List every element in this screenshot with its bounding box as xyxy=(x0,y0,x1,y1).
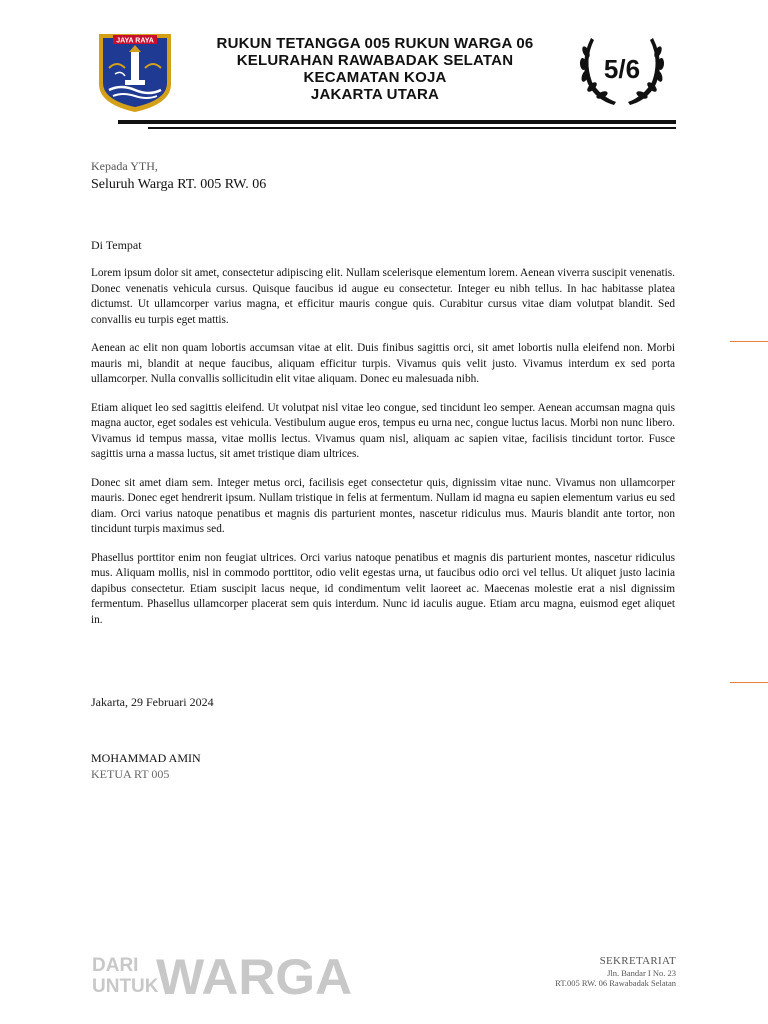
footer-logo-word-warga: WARGA xyxy=(156,951,352,999)
letterhead-title xyxy=(190,35,560,103)
recipient-name: Seluruh Warga RT. 005 RW. 06 xyxy=(91,177,267,192)
signer-title: KETUA RT 005 xyxy=(91,767,170,781)
fold-mark xyxy=(730,341,768,342)
header-rule-thick xyxy=(118,120,676,124)
emblem-text: 5/6 xyxy=(603,54,641,84)
letterhead-line-3: KECAMATAN KOJA xyxy=(303,69,447,86)
footer-logo-word-untuk: UNTUK xyxy=(92,976,159,997)
address-line: RT.005 RW. 06 Rawabadak Selatan xyxy=(555,978,676,988)
letter-date: Jakarta, 29 Februari 2024 xyxy=(91,695,214,709)
recipient-place: Di Tempat xyxy=(91,238,142,252)
address-line: Jln. Bandar I No. 23 xyxy=(607,968,676,978)
signer-name: MOHAMMAD AMIN xyxy=(91,751,201,765)
letter-body xyxy=(91,266,675,641)
letterhead-line-1: RUKUN TETANGGA 005 RUKUN WARGA 06 xyxy=(216,35,534,52)
crest-ribbon-text: JAYA RAYA xyxy=(116,37,154,45)
dari-untuk-warga-logo xyxy=(92,951,354,999)
body-paragraph: Etiam aliquet leo sed sagittis eleifend. Ut volutpat nisl vitae leo congue, sed tincidunt leo semper. Aenean accumsan magna quis magna auctor, eget sodales est vehicula. Vestibulum augue eros, tempus eu urna nec, congue luctus lacus. Morbi non nunc libero. Vivamus id tempus massa, vitae mollis lectus. Vivamus quam nisl, aliquam ac sapien vitae, facilisis tincidunt tortor. Fusce sagittis urna a massa luctus, sit amet tristique diam ultrices. xyxy=(91,401,675,460)
fold-mark xyxy=(730,682,768,683)
body-paragraph: Donec sit amet diam sem. Integer metus orci, facilisis eget consectetur quis, dignissim vitae nunc. Vivamus non ullamcorper mauris. Donec eget hendrerit ipsum. Nullam tristique in felis at fermentum. Nullam id magna eu sapien elementum varius eu sed diam. Orci varius natoque penatibus et magnis dis parturient montes, nascetur ridiculus mus. Mauris blandit ante tortor, non tincidunt turpis maximus sed. xyxy=(91,476,675,535)
body-paragraph: Aenean ac elit non quam lobortis accumsan vitae at elit. Duis finibus sagittis orci, sit amet lobortis nulla eleifend non. Morbi mauris mi, blandit at neque faucibus, aliquam efficitur turpis. Vivamus quis velit justo. Vivamus interdum ex sed porta ullamcorper. Nulla convallis sollicitudin elit vitae aliquam. Donec eu malesuada nibh. xyxy=(91,342,675,385)
footer-address xyxy=(555,955,676,988)
recipient-label: Kepada YTH, xyxy=(91,159,158,173)
footer-logo-word-dari: DARI xyxy=(92,955,139,976)
body-paragraph: Phasellus porttitor enim non feugiat ultrices. Orci varius natoque penatibus et magnis dis parturient montes, nascetur ridiculus mus. Aliquam mollis, nisl in commodo porttitor, odio velit egestas urna, ut faucibus odio orci vel tellus. Ut aliquet justo lacinia dapibus consectetur. Etiam suscipit lacus neque, id condimentum velit laoreet ac. Maecenas molestie erat a nisl dignissim fermentum. Phasellus ullamcorper placerat sem quis interdum. Nunc id iaculis augue. Etiam arcu magna, euismod eget aliquet in. xyxy=(91,551,675,626)
office-title: SEKRETARIAT xyxy=(599,955,676,967)
letterhead-line-4: JAKARTA UTARA xyxy=(310,86,440,103)
laurel-emblem-logo xyxy=(576,30,668,110)
body-paragraph: Lorem ipsum dolor sit amet, consectetur adipiscing elit. Nullam scelerisque elementum lorem. Aenean viverra suscipit venenatis. Donec venenatis vehicula cursus. Quisque faucibus id augue eu consectetur. Integer eu nibh tellus. In hac habitasse platea dictumst. Ut ullamcorper varius magna, et efficitur mauris congue quis. Curabitur cursus vitae diam volutpat blandit. Sed convallis eu turpis eget mattis. xyxy=(91,267,675,326)
jakarta-crest-logo xyxy=(95,30,175,114)
header-rule-thin xyxy=(148,127,676,129)
letterhead-line-2: KELURAHAN RAWABADAK SELATAN xyxy=(236,52,514,69)
